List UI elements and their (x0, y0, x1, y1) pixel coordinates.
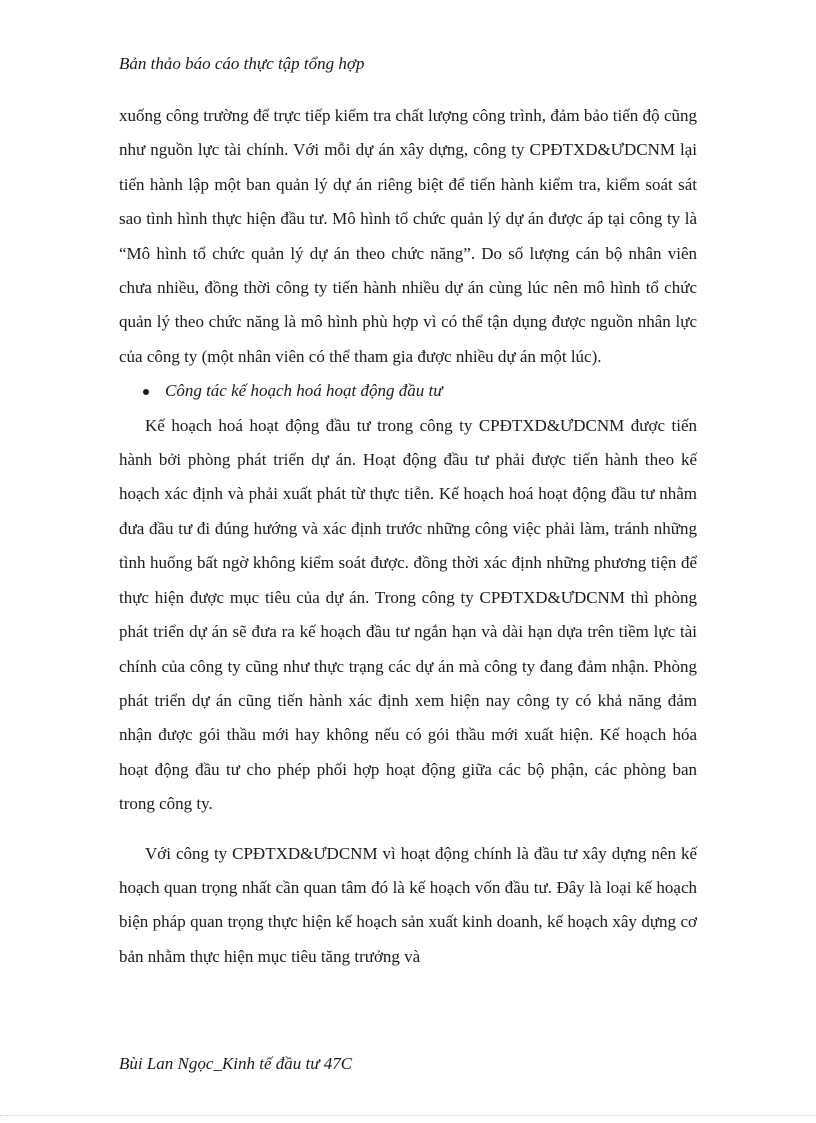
paragraph-capital-plan: Với công ty CPĐTXD&ƯDCNM vì hoạt động chính là đầu tư xây dựng nên kế hoạch quan trọng nhất cần quan tâm đó là kế hoạch vốn đầu tư. Đây là loại kế hoạch biện pháp quan trọng thực hiện kế hoạch sản xuất kinh doanh, kế hoạch xây dựng cơ bản nhằm thực hiện mục tiêu tăng trưởng và (119, 843, 697, 966)
page-footer: Bùi Lan Ngọc_Kinh tế đầu tư 47C (119, 1054, 353, 1073)
paragraph-gap (119, 822, 697, 837)
bullet-item (119, 374, 697, 408)
page-header: Bản thảo báo cáo thực tập tổng hợp (119, 54, 365, 73)
bullet-dot-icon (143, 389, 149, 395)
bullet-item-text: Công tác kế hoạch hoá hoạt động đầu tư (165, 381, 443, 401)
page-bottom-divider (0, 1115, 816, 1116)
paragraph-continuation: xuống công trường để trực tiếp kiểm tra chất lượng công trình, đảm bảo tiến độ cũng như nguồn lực tài chính. Với mỗi dự án xây dựng, công ty CPĐTXD&ƯDCNM lại tiến hành lập một ban quản lý dự án riêng biệt để tiến hành kiểm tra, kiểm soát sát sao tình hình thực hiện đầu tư. Mô hình tổ chức quản lý dự án được áp tại công ty là “Mô hình tổ chức quản lý dự án theo chức năng”. Do số lượng cán bộ nhân viên chưa nhiều, đồng thời công ty tiến hành nhiều dự án cùng lúc nên mô hình tổ chức quản lý theo chức năng là mô hình phù hợp vì có thể tận dụng được nguồn nhân lực của công ty (một nhân viên có thể tham gia được nhiều dự án một lúc). (119, 106, 697, 366)
paragraph-planning: Kế hoạch hoá hoạt động đầu tư trong công ty CPĐTXD&ƯDCNM được tiến hành bởi phòng phát triển dự án. Hoạt động đầu tư phải được tiến hành theo kế hoạch xác định và phải xuất phát từ thực tiễn. Kế hoạch hoá hoạt động đầu tư nhằm đưa đầu tư đi đúng hướng và xác định trước những công việc phải làm, tránh những tình huống bất ngờ không kiểm soát được. đồng thời xác định những phương tiện để thực hiện được mục tiêu của dự án. Trong công ty CPĐTXD&ƯDCNM thì phòng phát triển dự án sẽ đưa ra kế hoạch đầu tư ngắn hạn và dài hạn dựa trên tiềm lực tài chính của công ty cũng như thực trạng các dự án mà công ty đang đảm nhận. Phòng phát triển dự án cũng tiến hành xác định xem hiện nay công ty có khả năng đảm nhận được gói thầu mới hay không nếu có gói thầu mới xuất hiện. Kế hoạch hóa hoạt động đầu tư cho phép phối hợp hoạt động giữa các bộ phận, các phòng ban trong công ty. (119, 415, 697, 814)
document-body (119, 99, 697, 974)
